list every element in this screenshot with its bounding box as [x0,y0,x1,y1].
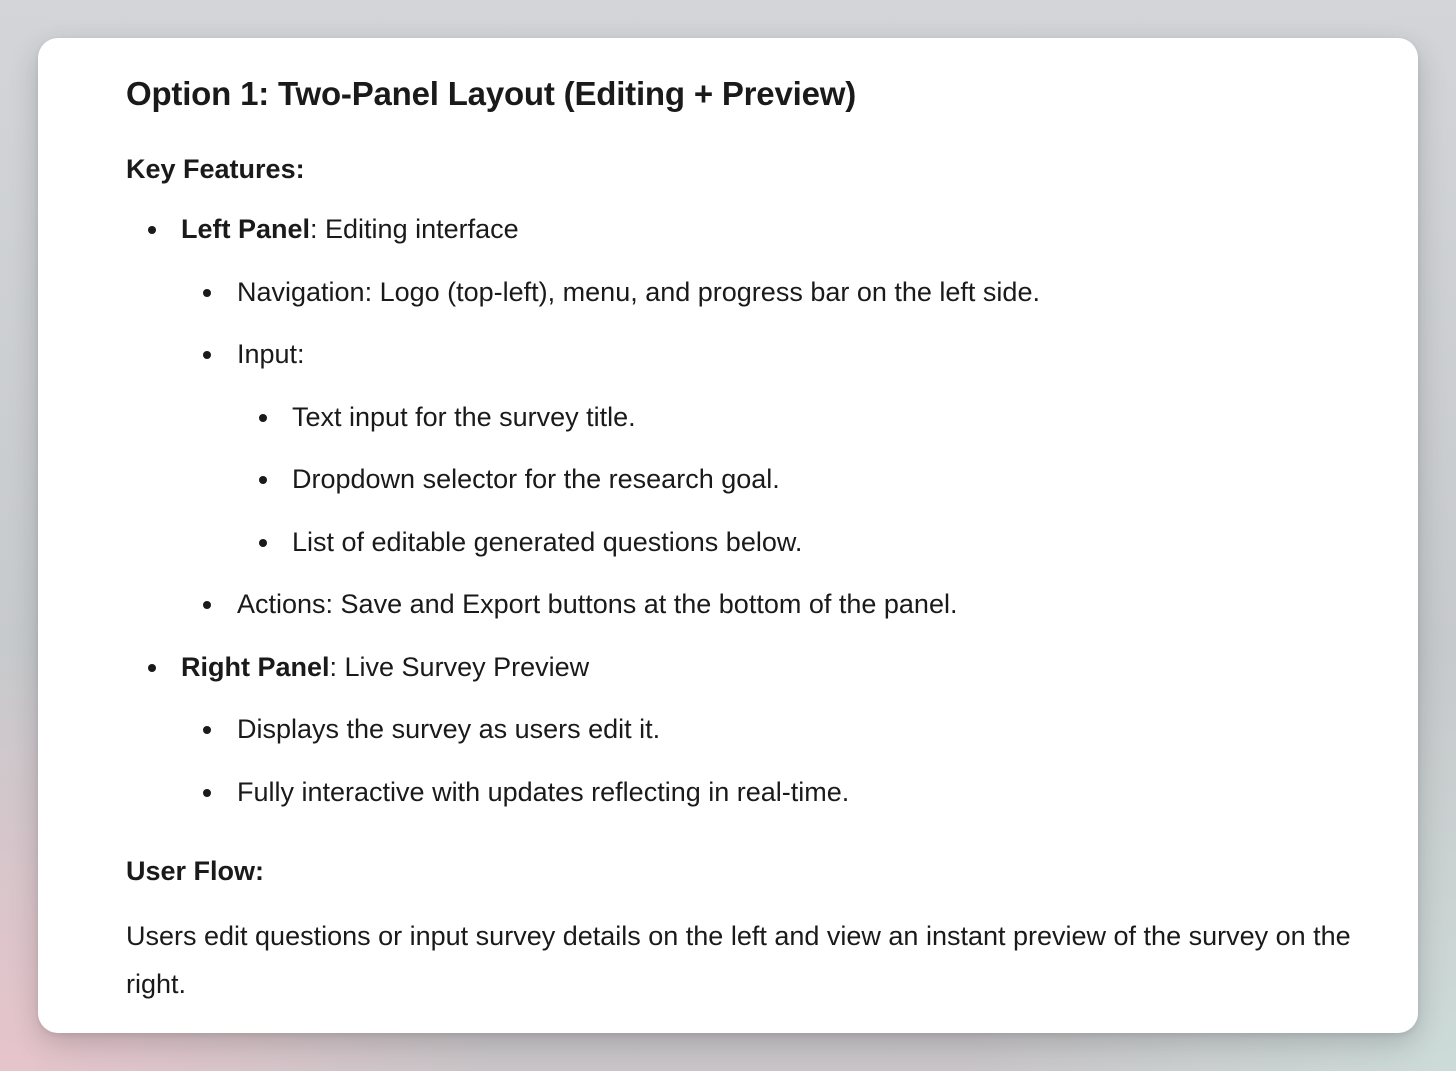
list-item-right-panel [181,650,589,684]
bullet-icon [203,289,211,297]
right-panel-description: : Live Survey Preview [329,652,590,682]
bullet-icon [148,664,156,672]
list-item-actions: Actions: Save and Export buttons at the bottom of the panel. [237,589,958,619]
bullet-icon [203,726,211,734]
list-item-input: Input: [237,339,305,369]
bullet-icon [203,351,211,359]
left-panel-label: Left Panel [181,214,311,244]
bullet-icon [259,414,267,422]
bullet-icon [203,789,211,797]
list-item-navigation: Navigation: Logo (top-left), menu, and progress bar on the left side. [237,277,1040,307]
bullet-icon [259,539,267,547]
bullet-icon [259,476,267,484]
left-panel-description: : Editing interface [310,214,519,244]
content-card [38,38,1418,1033]
user-flow-paragraph: Users edit questions or input survey details on the left and view an instant preview of the survey on the right. [126,921,1351,999]
list-item-displays-survey: Displays the survey as users edit it. [237,714,661,744]
page-title: Option 1: Two-Panel Layout (Editing + Preview) [126,75,856,112]
list-item-dropdown-selector: Dropdown selector for the research goal. [292,464,780,494]
right-panel-label: Right Panel [181,652,330,682]
bullet-icon [148,226,156,234]
list-item-left-panel [181,212,519,246]
list-item-fully-interactive: Fully interactive with updates reflecting in real-time. [237,777,850,807]
list-item-text-input: Text input for the survey title. [292,402,636,432]
list-item-editable-questions: List of editable generated questions below. [292,527,803,557]
bullet-icon [203,601,211,609]
key-features-heading: Key Features: [126,154,305,184]
user-flow-heading: User Flow: [126,856,265,886]
